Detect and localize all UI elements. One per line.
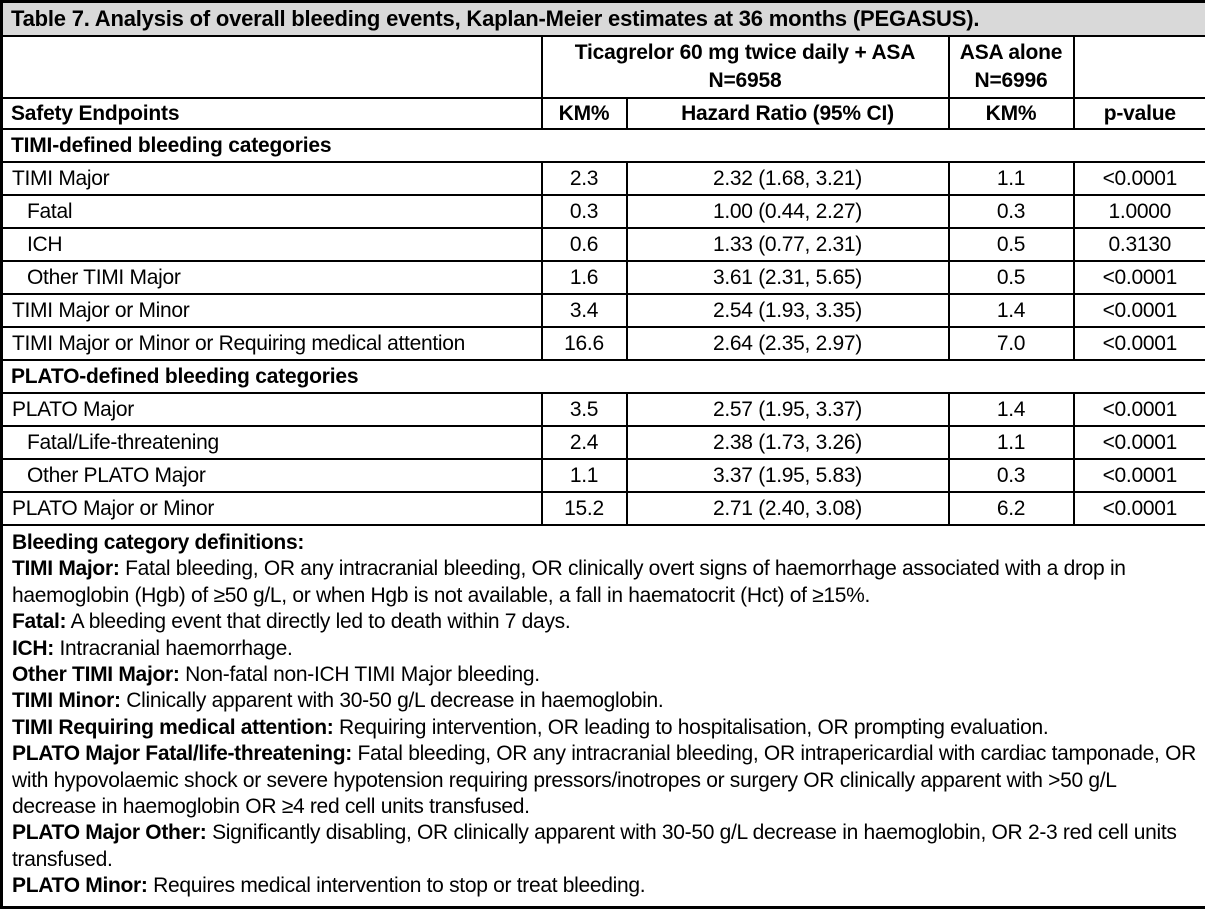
pvalue-value: <0.0001 (1074, 261, 1205, 294)
ticagrelor-group-header (542, 36, 949, 98)
definition-text: Requires medical intervention to stop or treat bleeding. (153, 874, 645, 897)
asa-group-header (949, 36, 1074, 98)
km1-value: 2.3 (542, 162, 627, 195)
km1-value: 0.3 (542, 195, 627, 228)
km2-value: 1.4 (949, 393, 1074, 426)
col-header-pvalue: p-value (1074, 98, 1205, 129)
table-row (2, 393, 1205, 426)
km1-value: 3.5 (542, 393, 627, 426)
definition-plato-major-other (12, 820, 1196, 873)
table-row (2, 426, 1205, 459)
table-row (2, 162, 1205, 195)
endpoint-label: Fatal/Life-threatening (2, 426, 542, 459)
hazard-ratio-value: 1.33 (0.77, 2.31) (627, 228, 949, 261)
footnotes (2, 525, 1205, 907)
km1-value: 16.6 (542, 327, 627, 360)
endpoint-label: PLATO Major or Minor (2, 492, 542, 525)
pvalue-value: 1.0000 (1074, 195, 1205, 228)
km1-value: 3.4 (542, 294, 627, 327)
km1-value: 1.1 (542, 459, 627, 492)
km2-value: 1.1 (949, 162, 1074, 195)
table-row (2, 195, 1205, 228)
definition-plato-major-fatal (12, 741, 1196, 820)
section-header-timi (2, 129, 1205, 162)
endpoint-label: PLATO Major (2, 393, 542, 426)
pvalue-value: <0.0001 (1074, 492, 1205, 525)
definition-term: PLATO Minor: (12, 874, 148, 897)
footnotes-heading: Bleeding category definitions: (12, 530, 1196, 556)
definition-text: Requiring intervention, OR leading to hospitalisation, OR prompting evaluation. (339, 716, 1048, 739)
endpoint-label: TIMI Major or Minor (2, 294, 542, 327)
endpoint-label: Fatal (2, 195, 542, 228)
hazard-ratio-value: 3.37 (1.95, 5.83) (627, 459, 949, 492)
definition-other-timi-major (12, 662, 1196, 688)
hazard-ratio-value: 1.00 (0.44, 2.27) (627, 195, 949, 228)
pvalue-value: 0.3130 (1074, 228, 1205, 261)
table-title-row (2, 2, 1205, 37)
pvalue-value: <0.0001 (1074, 327, 1205, 360)
definition-term: TIMI Major: (12, 557, 120, 580)
definition-timi-requiring-medical-attention (12, 715, 1196, 741)
col-header-hazard-ratio: Hazard Ratio (95% CI) (627, 98, 949, 129)
km1-value: 0.6 (542, 228, 627, 261)
column-header-row (2, 98, 1205, 129)
pvalue-value: <0.0001 (1074, 294, 1205, 327)
ticagrelor-group-n: N=6958 (545, 67, 946, 95)
endpoint-label: ICH (2, 228, 542, 261)
hazard-ratio-value: 2.64 (2.35, 2.97) (627, 327, 949, 360)
table-title: Table 7. Analysis of overall bleeding events, Kaplan-Meier estimates at 36 months (PEGASUS). (2, 2, 1205, 37)
endpoint-label: Other TIMI Major (2, 261, 542, 294)
hazard-ratio-value: 2.71 (2.40, 3.08) (627, 492, 949, 525)
endpoint-label: TIMI Major or Minor or Requiring medical attention (2, 327, 542, 360)
km1-value: 1.6 (542, 261, 627, 294)
section-label: TIMI-defined bleeding categories (2, 129, 1205, 162)
table-row (2, 261, 1205, 294)
definition-ich (12, 636, 1196, 662)
definition-text: Non-fatal non-ICH TIMI Major bleeding. (185, 663, 540, 686)
pvalue-value: <0.0001 (1074, 162, 1205, 195)
definition-term: Fatal: (12, 610, 66, 633)
km2-value: 7.0 (949, 327, 1074, 360)
definition-fatal (12, 609, 1196, 635)
definition-plato-minor (12, 873, 1196, 899)
definition-text: Fatal bleeding, OR any intracranial bleeding, OR intrapericardial with cardiac tamponade, OR with hypovolaemic shock or severe hypotension requiring pressors/inotropes or surgery OR clinically apparent with >50 g/L decrease in haemoglobin OR ≥4 red cell units transfused. (12, 742, 1196, 818)
empty-header-cell (1074, 36, 1205, 98)
section-label: PLATO-defined bleeding categories (2, 360, 1205, 393)
asa-group-n: N=6996 (952, 67, 1071, 95)
endpoint-label: Other PLATO Major (2, 459, 542, 492)
section-header-plato (2, 360, 1205, 393)
table-row (2, 492, 1205, 525)
km2-value: 0.5 (949, 261, 1074, 294)
km2-value: 0.3 (949, 195, 1074, 228)
definition-timi-minor (12, 688, 1196, 714)
ticagrelor-group-label: Ticagrelor 60 mg twice daily + ASA (545, 39, 946, 67)
km2-value: 1.4 (949, 294, 1074, 327)
pvalue-value: <0.0001 (1074, 459, 1205, 492)
definition-term: Other TIMI Major: (12, 663, 180, 686)
endpoint-label: TIMI Major (2, 162, 542, 195)
definition-text: Intracranial haemorrhage. (60, 637, 293, 660)
km2-value: 0.3 (949, 459, 1074, 492)
col-header-km1: KM% (542, 98, 627, 129)
table-row (2, 228, 1205, 261)
definition-term: PLATO Major Fatal/life-threatening: (12, 742, 352, 765)
hazard-ratio-value: 2.38 (1.73, 3.26) (627, 426, 949, 459)
definition-text: Significantly disabling, OR clinically apparent with 30-50 g/L decrease in haemoglobin, OR 2-3 red cell units transfused. (12, 821, 1177, 870)
definition-term: TIMI Requiring medical attention: (12, 716, 333, 739)
asa-group-label: ASA alone (952, 39, 1071, 67)
hazard-ratio-value: 3.61 (2.31, 5.65) (627, 261, 949, 294)
table-row (2, 294, 1205, 327)
footnotes-row (2, 525, 1205, 907)
hazard-ratio-value: 2.57 (1.95, 3.37) (627, 393, 949, 426)
pvalue-value: <0.0001 (1074, 393, 1205, 426)
hazard-ratio-value: 2.32 (1.68, 3.21) (627, 162, 949, 195)
definition-term: TIMI Minor: (12, 689, 121, 712)
definition-timi-major (12, 556, 1196, 609)
definition-term: PLATO Major Other: (12, 821, 207, 844)
table-row (2, 327, 1205, 360)
definition-text: A bleeding event that directly led to death within 7 days. (71, 610, 571, 633)
km2-value: 6.2 (949, 492, 1074, 525)
km2-value: 1.1 (949, 426, 1074, 459)
definition-text: Clinically apparent with 30-50 g/L decrease in haemoglobin. (126, 689, 663, 712)
col-header-km2: KM% (949, 98, 1074, 129)
col-header-safety-endpoints: Safety Endpoints (2, 98, 542, 129)
pvalue-value: <0.0001 (1074, 426, 1205, 459)
definition-text: Fatal bleeding, OR any intracranial bleeding, OR clinically overt signs of haemorrhage associated with a drop in haemoglobin (Hgb) of ≥50 g/L, or when Hgb is not available, a fall in haematocrit (Hct) of ≥15%. (12, 557, 1126, 606)
hazard-ratio-value: 2.54 (1.93, 3.35) (627, 294, 949, 327)
definition-term: ICH: (12, 637, 54, 660)
table-row (2, 459, 1205, 492)
km1-value: 2.4 (542, 426, 627, 459)
empty-header-cell (2, 36, 542, 98)
treatment-group-header-row (2, 36, 1205, 98)
km1-value: 15.2 (542, 492, 627, 525)
km2-value: 0.5 (949, 228, 1074, 261)
